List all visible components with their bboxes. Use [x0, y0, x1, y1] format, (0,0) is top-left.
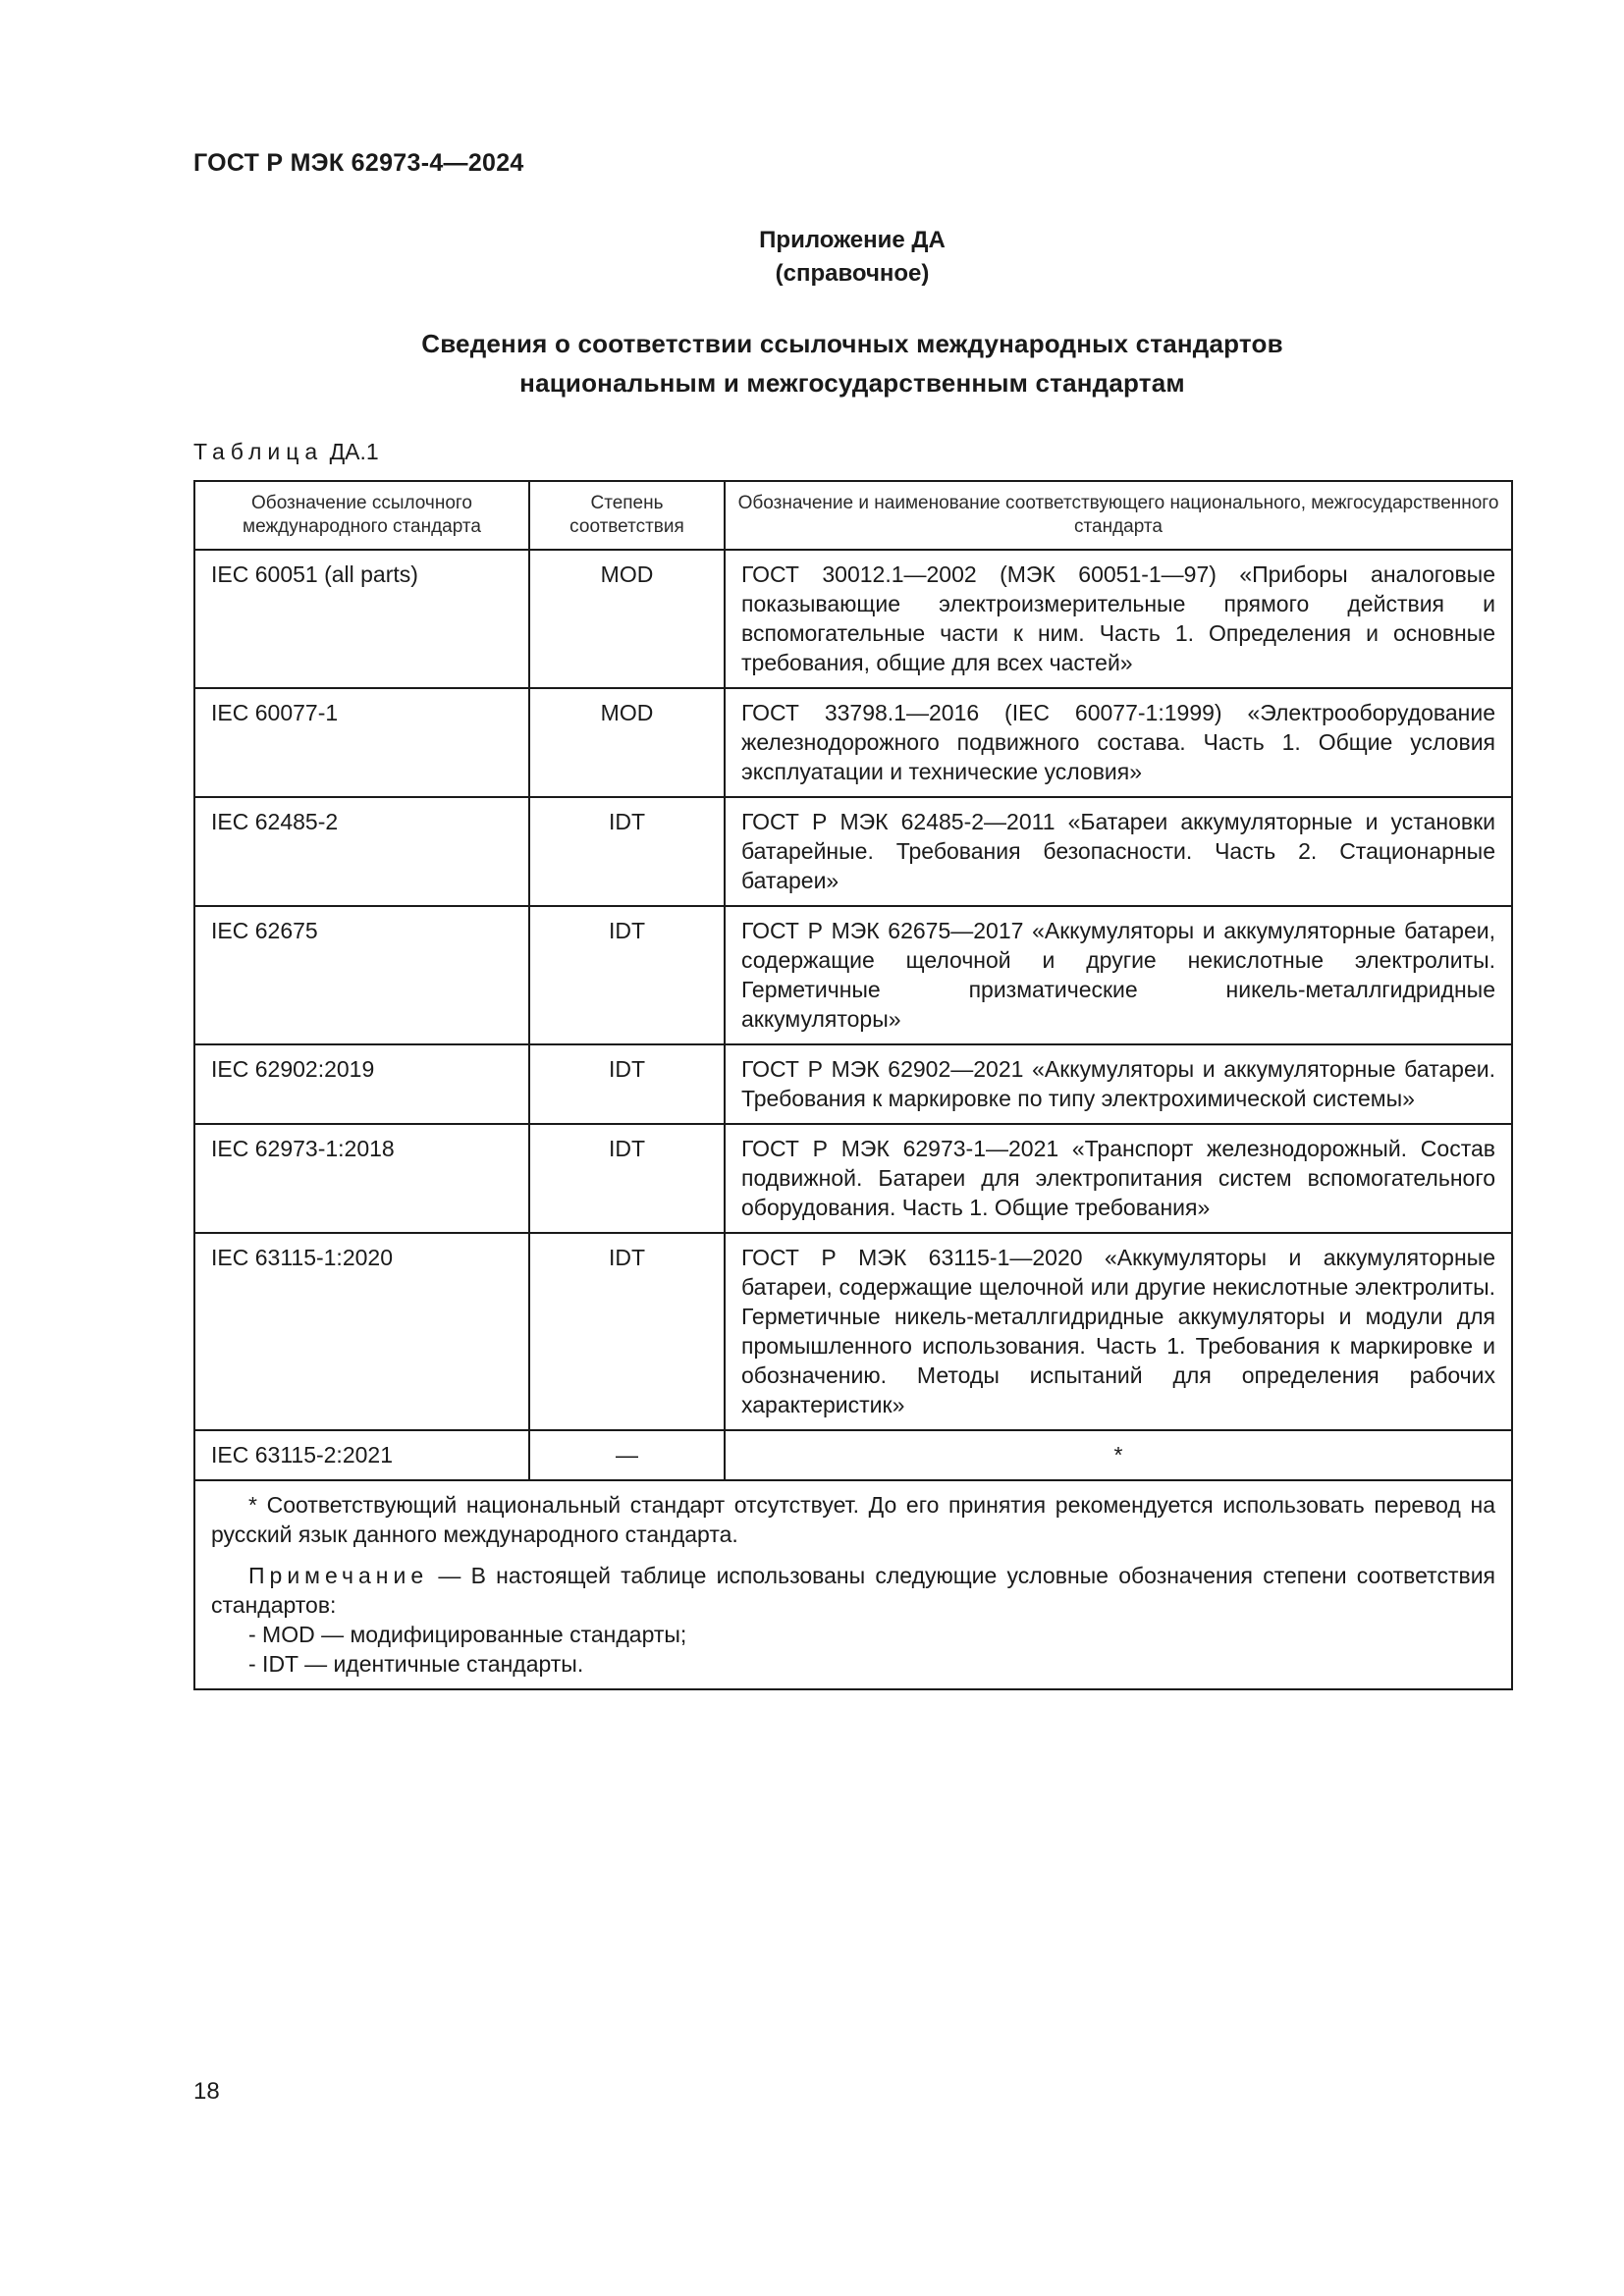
table-row [194, 906, 1512, 1044]
cell-degree: MOD [529, 688, 725, 797]
cell-national: ГОСТ Р МЭК 62485-2—2011 «Батареи аккумуляторные и установки батарейные. Требования безопасности. Часть 2. Стационарные батареи» [725, 797, 1512, 906]
table-notes [194, 1480, 1512, 1689]
cell-national: ГОСТ Р МЭК 63115-1—2020 «Аккумуляторы и аккумуляторные батареи, содержащие щелочной или другие некислотные электролиты. Герметичные никель-металлгидридные аккумуляторы и модули для промышленного использования. Часть 1. Требования к маркировке и обозначению. Методы испытаний для определения рабочих характеристик» [725, 1233, 1512, 1430]
cell-reference: IEC 62902:2019 [194, 1044, 529, 1124]
table-header-row [194, 481, 1512, 550]
cell-degree: IDT [529, 1124, 725, 1233]
column-header-national: Обозначение и наименование соответствующего национального, межгосударственного стандарта [725, 481, 1512, 550]
cell-national: ГОСТ Р МЭК 62973-1—2021 «Транспорт железнодорожный. Состав подвижной. Батареи для электропитания систем вспомогательного оборудования. Часть 1. Общие требования» [725, 1124, 1512, 1233]
note-item: - MOD — модифицированные стандарты; [248, 1622, 687, 1647]
cell-degree: IDT [529, 1044, 725, 1124]
table-note [211, 1561, 1495, 1620]
cell-reference: IEC 60077-1 [194, 688, 529, 797]
document-code: ГОСТ Р МЭК 62973-4—2024 [193, 149, 524, 177]
appendix-type: (справочное) [775, 260, 930, 287]
cell-reference: IEC 60051 (all parts) [194, 550, 529, 688]
cell-national: * [725, 1430, 1512, 1480]
note-item: - IDT — идентичные стандарты. [248, 1651, 584, 1677]
cell-national: ГОСТ Р МЭК 62902—2021 «Аккумуляторы и аккумуляторные батареи. Требования к маркировке по типу электрохимической системы» [725, 1044, 1512, 1124]
appendix-title: Приложение ДА [759, 227, 946, 253]
table-row [194, 688, 1512, 797]
cell-reference: IEC 62675 [194, 906, 529, 1044]
table-row [194, 550, 1512, 688]
cell-national: ГОСТ 30012.1—2002 (МЭК 60051-1—97) «Приборы аналоговые показывающие электроизмерительные прямого действия и вспомогательные части к ним. Часть 1. Определения и основные требования, общие для всех частей» [725, 550, 1512, 688]
appendix-heading-line1: Сведения о соответствии ссылочных международных стандартов [421, 329, 1283, 358]
table-note-label: Примечание [248, 1563, 429, 1588]
cell-reference: IEC 63115-2:2021 [194, 1430, 529, 1480]
table-row [194, 797, 1512, 906]
column-header-degree: Степень соответствия [529, 481, 725, 550]
table-caption-number: ДА.1 [329, 439, 379, 464]
column-header-reference: Обозначение ссылочного международного стандарта [194, 481, 529, 550]
table-note-text: — В настоящей таблице использованы следующие условные обозначения степени соответствия стандартов: [211, 1563, 1495, 1618]
table-footnote [211, 1490, 1495, 1549]
cell-degree: IDT [529, 797, 725, 906]
appendix-header [193, 224, 1511, 402]
appendix-heading-line2: национальным и межгосударственным стандартам [519, 368, 1185, 398]
appendix-heading [193, 324, 1511, 402]
cell-national: ГОСТ 33798.1—2016 (IEC 60077-1:1999) «Электрооборудование железнодорожного подвижного состава. Часть 1. Общие условия эксплуатации и технические условия» [725, 688, 1512, 797]
cell-degree: IDT [529, 1233, 725, 1430]
cell-reference: IEC 62973-1:2018 [194, 1124, 529, 1233]
table-row [194, 1124, 1512, 1233]
table-row [194, 1430, 1512, 1480]
cell-degree: MOD [529, 550, 725, 688]
table-footnote-text: * Соответствующий национальный стандарт отсутствует. До его принятия рекомендуется использовать перевод на русский язык данного международного стандарта. [211, 1492, 1495, 1547]
cell-national: ГОСТ Р МЭК 62675—2017 «Аккумуляторы и аккумуляторные батареи, содержащие щелочной и другие некислотные электролиты. Герметичные призматические никель-металлгидридные аккумуляторы» [725, 906, 1512, 1044]
cell-reference: IEC 62485-2 [194, 797, 529, 906]
cell-reference: IEC 63115-1:2020 [194, 1233, 529, 1430]
correspondence-table [193, 480, 1513, 1690]
cell-degree: — [529, 1430, 725, 1480]
page-number: 18 [193, 2078, 220, 2105]
table-row [194, 1044, 1512, 1124]
table-row [194, 1233, 1512, 1430]
cell-degree: IDT [529, 906, 725, 1044]
table-notes-row [194, 1480, 1512, 1689]
table-caption-label: Таблица [193, 439, 324, 464]
table-caption [193, 439, 379, 465]
